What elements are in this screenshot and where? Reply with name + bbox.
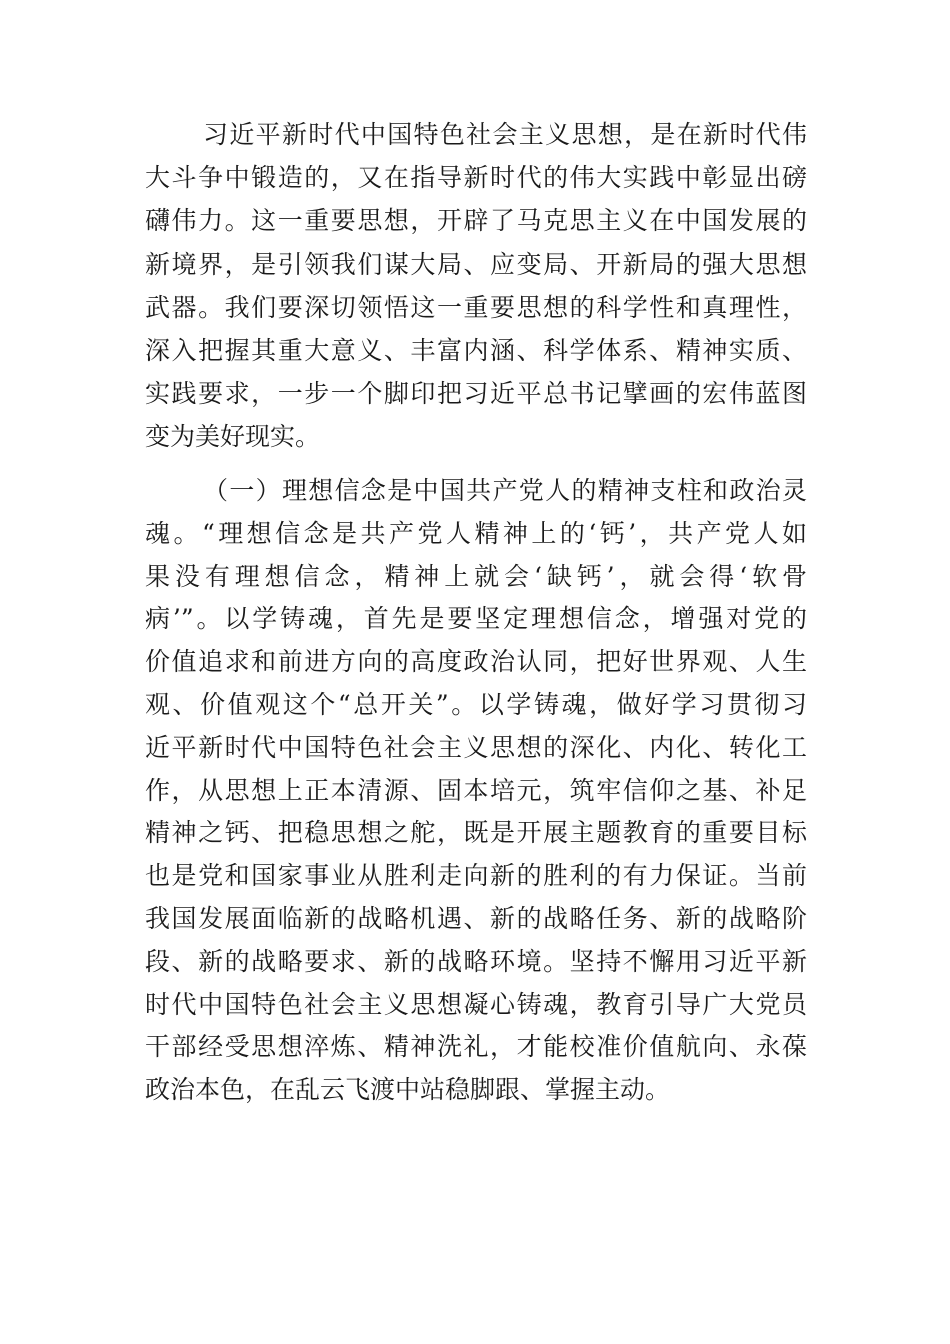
paragraph-line: 习近平新时代中国特色社会主义思想，是在新时代伟 bbox=[203, 120, 807, 149]
paragraph-line: 新境界，是引领我们谋大局、应变局、开新局的强大思想 bbox=[145, 249, 807, 279]
paragraph-line: 近平新时代中国特色社会主义思想的深化、内化、转化工 bbox=[145, 732, 807, 762]
paragraph-line: 价值追求和前进方向的高度政治认同，把好世界观、人生 bbox=[145, 647, 807, 677]
paragraph-line: 病’”。以学铸魂，首先是要坚定理想信念，增强对党的 bbox=[145, 604, 807, 634]
paragraph-line: 魂。“理想信念是共产党人精神上的‘钙’，共产党人如 bbox=[145, 518, 807, 548]
paragraph-line: 作，从思想上正本清源、固本培元，筑牢信仰之基、补足 bbox=[145, 775, 807, 805]
paragraph-line: 精神之钙、把稳思想之舵，既是开展主题教育的重要目标 bbox=[145, 818, 807, 848]
paragraph-line: 我国发展面临新的战略机遇、新的战略任务、新的战略阶 bbox=[145, 903, 807, 933]
section-heading-line: （一）理想信念是中国共产党人的精神支柱和政治灵 bbox=[203, 476, 807, 505]
paragraph-line: 段、新的战略要求、新的战略环境。坚持不懈用习近平新 bbox=[145, 946, 807, 976]
paragraph-line: 时代中国特色社会主义思想凝心铸魂，教育引导广大党员 bbox=[145, 989, 807, 1019]
paragraph-line: 实践要求，一步一个脚印把习近平总书记擘画的宏伟蓝图 bbox=[145, 379, 807, 409]
paragraph-line: 也是党和国家事业从胜利走向新的胜利的有力保证。当前 bbox=[145, 861, 807, 891]
paragraph-line: 武器。我们要深切领悟这一重要思想的科学性和真理性， bbox=[145, 292, 807, 322]
paragraph-line: 观、价值观这个“总开关”。以学铸魂，做好学习贯彻习 bbox=[145, 689, 807, 719]
paragraph-line: 大斗争中锻造的，又在指导新时代的伟大实践中彰显出磅 bbox=[145, 163, 807, 193]
paragraph-line: 礴伟力。这一重要思想，开辟了马克思主义在中国发展的 bbox=[145, 206, 807, 236]
paragraph-line: 政治本色，在乱云飞渡中站稳脚跟、掌握主动。 bbox=[145, 1075, 671, 1105]
paragraph-line: 干部经受思想淬炼、精神洗礼，才能校准价值航向、永葆 bbox=[145, 1032, 807, 1062]
paragraph-line: 果没有理想信念，精神上就会‘缺钙’，就会得‘软骨 bbox=[145, 561, 807, 591]
paragraph-intro bbox=[145, 113, 807, 459]
paragraph-line: 深入把握其重大意义、丰富内涵、科学体系、精神实质、 bbox=[145, 336, 807, 366]
paragraph-section-one bbox=[145, 470, 807, 1112]
paragraph-line: 变为美好现实。 bbox=[145, 422, 321, 452]
